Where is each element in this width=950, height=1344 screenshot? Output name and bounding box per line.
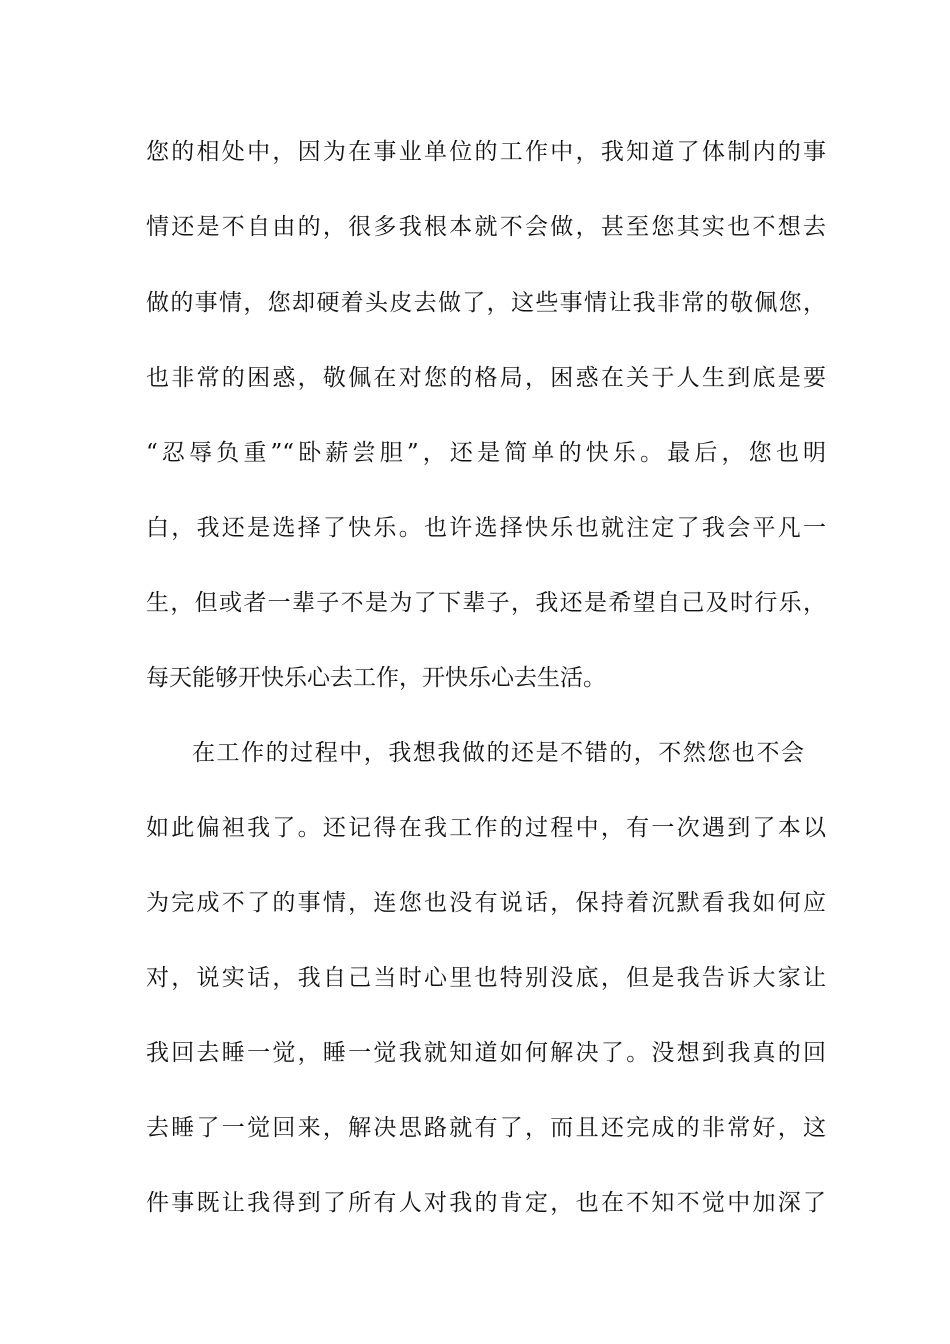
paragraph-line: 做的事情，您却硬着头皮去做了，这些事情让我非常的敬佩您，	[146, 290, 826, 316]
paragraph-line: 生，但或者一辈子不是为了下辈子，我还是希望自己及时行乐，	[146, 590, 826, 616]
paragraph-line: 白，我还是选择了快乐。也许选择快乐也就注定了我会平凡一	[146, 515, 826, 541]
paragraph-line: 为完成不了的事情，连您也没有说话，保持着沉默看我如何应	[146, 890, 826, 916]
paragraph-line: 去睡了一觉回来，解决思路就有了，而且还完成的非常好，这	[146, 1115, 826, 1141]
paragraph-line: 对，说实话，我自己当时心里也特别没底，但是我告诉大家让	[146, 965, 826, 991]
paragraph-line: 在工作的过程中，我想我做的还是不错的，不然您也不会	[192, 740, 804, 766]
paragraph-line: 您的相处中，因为在事业单位的工作中，我知道了体制内的事	[146, 139, 826, 165]
paragraph-line: 我回去睡一觉，睡一觉我就知道如何解决了。没想到我真的回	[146, 1040, 826, 1066]
paragraph-line: “忍辱负重”“卧薪尝胆”，还是简单的快乐。最后，您也明	[146, 440, 826, 466]
paragraph-line: 情还是不自由的，很多我根本就不会做，甚至您其实也不想去	[146, 214, 826, 240]
paragraph-line: 也非常的困惑，敬佩在对您的格局，困惑在关于人生到底是要	[146, 365, 826, 391]
paragraph-line: 件事既让我得到了所有人对我的肯定，也在不知不觉中加深了	[146, 1190, 826, 1216]
paragraph-line: 每天能够开快乐心去工作，开快乐心去生活。	[146, 665, 606, 691]
paragraph-line: 如此偏袒我了。还记得在我工作的过程中，有一次遇到了本以	[146, 815, 826, 841]
